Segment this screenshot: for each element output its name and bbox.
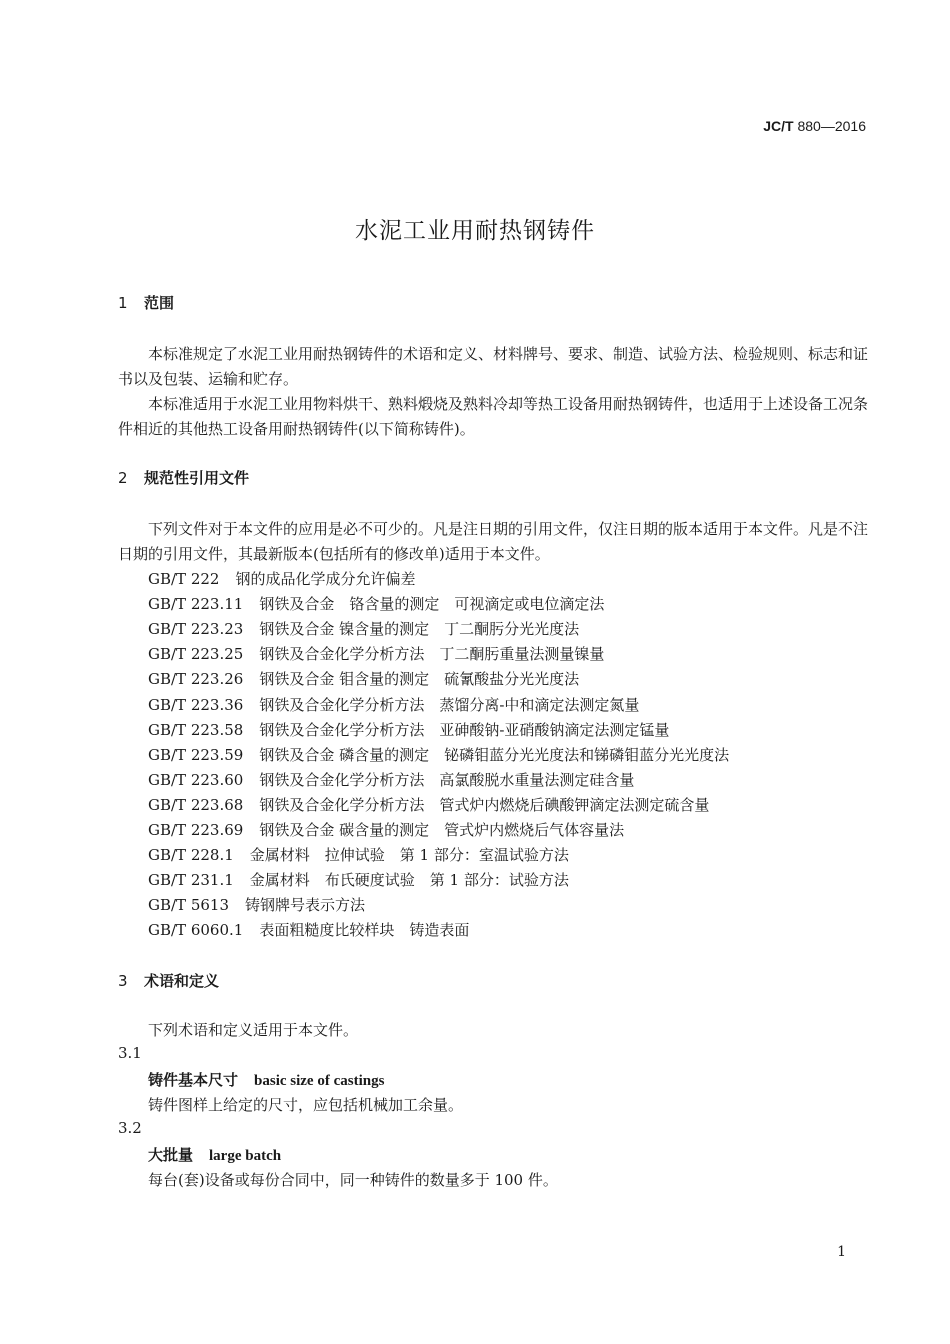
- reference-item: [148, 919, 469, 940]
- reference-code: GB/T 223.23: [148, 620, 244, 639]
- term-3-1-definition: 铸件图样上给定的尺寸，应包括机械加工余量。: [148, 1096, 464, 1114]
- reference-code: GB/T 6060.1: [148, 921, 244, 940]
- reference-code: GB/T 5613: [148, 896, 230, 915]
- reference-code: GB/T 223.68: [148, 795, 244, 814]
- reference-title: 金属材料 布氏硬度试验 第 1 部分：试验方法: [249, 871, 569, 890]
- section-3-heading: 3 术语和定义: [118, 972, 220, 990]
- reference-code: GB/T 223.59: [148, 745, 244, 764]
- reference-code: GB/T 223.36: [148, 695, 244, 714]
- reference-item: [148, 744, 729, 765]
- reference-item: [148, 643, 604, 664]
- reference-item: [148, 694, 639, 715]
- term-3-1-number: 3.1: [118, 1044, 142, 1062]
- reference-code: GB/T 223.58: [148, 720, 244, 739]
- reference-title: 表面粗糙度比较样块 铸造表面: [259, 921, 470, 940]
- term-3-2-number: 3.2: [118, 1119, 142, 1137]
- section-2-heading: 2 规范性引用文件: [118, 469, 250, 487]
- normative-intro: 下列文件对于本文件的应用是必不可少的。凡是注日期的引用文件，仅注日期的版本适用于本文件。凡是不注日期的引用文件，其最新版本(包括所有的修改单)适用于本文件。: [118, 520, 869, 563]
- reference-code: GB/T 223.25: [148, 645, 244, 664]
- reference-code: GB/T 223.69: [148, 821, 244, 839]
- reference-item: [148, 568, 415, 589]
- reference-title: 钢铁及合金化学分析方法 高氯酸脱水重量法测定硅含量: [259, 770, 635, 789]
- reference-item: [148, 869, 569, 890]
- reference-code: GB/T 222: [148, 570, 220, 588]
- reference-title: 钢铁及合金 磷含量的测定 铋磷钼蓝分光光度法和锑磷钼蓝分光光度法: [259, 745, 730, 764]
- reference-code: GB/T 223.11: [148, 595, 244, 614]
- section-1-heading: 1 范围: [118, 294, 175, 312]
- scope-paragraph-1: 本标准规定了水泥工业用耐热钢铸件的术语和定义、材料牌号、要求、制造、试验方法、检验规则、标志和证书以及包装、运输和贮存。: [118, 345, 869, 388]
- reference-title: 钢铁及合金化学分析方法 蒸馏分离-中和滴定法测定氮量: [259, 695, 640, 714]
- reference-item: [148, 819, 624, 840]
- reference-code: GB/T 223.26: [148, 670, 244, 689]
- reference-item: [148, 719, 669, 740]
- standard-number: JC/T 880—2016: [763, 118, 866, 134]
- reference-title: 钢铁及合金 镍含量的测定 丁二酮肟分光光度法: [259, 620, 580, 639]
- reference-item: [148, 593, 604, 614]
- reference-title: 钢铁及合金化学分析方法 丁二酮肟重量法测量镍量: [259, 645, 605, 664]
- terms-intro: 下列术语和定义适用于本文件。: [148, 1021, 359, 1039]
- reference-item: [148, 794, 709, 815]
- reference-title: 钢铁及合金化学分析方法 亚砷酸钠-亚硝酸钠滴定法测定锰量: [259, 720, 670, 739]
- reference-title: 铸钢牌号表示方法: [245, 896, 366, 915]
- term-3-1-title: 铸件基本尺寸 basic size of castings: [148, 1071, 385, 1089]
- reference-title: 金属材料 拉伸试验 第 1 部分：室温试验方法: [249, 846, 569, 865]
- reference-title: 钢的成品化学成分允许偏差: [235, 570, 416, 588]
- reference-item: [148, 844, 569, 865]
- reference-item: [148, 769, 634, 790]
- reference-item: [148, 668, 579, 689]
- reference-code: GB/T 231.1: [148, 871, 234, 890]
- reference-title: 钢铁及合金 铬含量的测定 可视滴定或电位滴定法: [259, 595, 605, 614]
- reference-item: [148, 618, 579, 639]
- term-3-2-title: 大批量 large batch: [148, 1146, 282, 1164]
- reference-title: 钢铁及合金 钼含量的测定 硫氰酸盐分光光度法: [259, 670, 580, 689]
- document-title: 水泥工业用耐热钢铸件: [355, 218, 595, 244]
- term-3-2-definition: 每台(套)设备或每份合同中，同一种铸件的数量多于 100 件。: [148, 1171, 558, 1189]
- scope-paragraph-2: 本标准适用于水泥工业用物料烘干、熟料煅烧及熟料冷却等热工设备用耐热钢铸件，也适用于上述设备工况条件相近的其他热工设备用耐热钢铸件(以下简称铸件)。: [118, 395, 869, 438]
- reference-title: 钢铁及合金 碳含量的测定 管式炉内燃烧后气体容量法: [259, 821, 625, 839]
- reference-title: 钢铁及合金化学分析方法 管式炉内燃烧后碘酸钾滴定法测定硫含量: [259, 795, 710, 814]
- page-number: 1: [837, 1244, 846, 1260]
- reference-item: [148, 894, 365, 915]
- reference-code: GB/T 228.1: [148, 846, 234, 865]
- reference-code: GB/T 223.60: [148, 770, 244, 789]
